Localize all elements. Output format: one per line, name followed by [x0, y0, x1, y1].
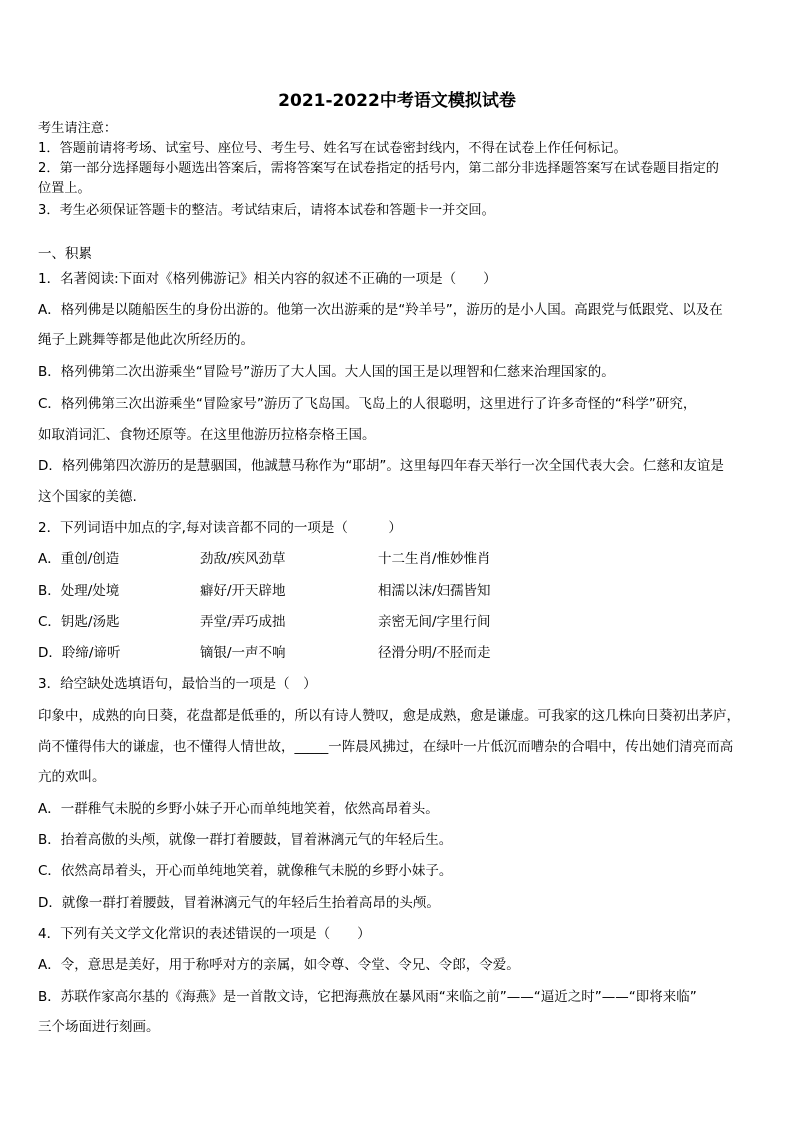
q4-option-a: A．令，意思是美好，用于称呼对方的亲属，如令尊、令堂、令兄、令郎，令爱。 [38, 957, 520, 973]
q2-row-d-pair2: 镝银/一声不响 [200, 645, 286, 661]
q3-option-a: A．一群稚气未脱的乡野小妹子开心而单纯地笑着，依然高昂着头。 [38, 801, 439, 817]
q2-row-a-pair3: 十二生肖/惟妙惟肖 [378, 551, 491, 567]
q2-row-d-label: D．聆缔/谛听 [38, 645, 121, 661]
notice-item-3: 3．考生必须保证答题卡的整洁。考试结束后，请将本试卷和答题卡一并交回。 [38, 203, 495, 218]
page-title: 2021-2022中考语文模拟试卷 [278, 91, 516, 111]
q1-option-a: A．格列佛是以随船医生的身份出游的。他第一次出游乘的是“羚羊号”，游历的是小人国。高跟党与低跟党、以及在 [38, 302, 723, 318]
notice-heading: 考生请注意： [38, 121, 118, 136]
notice-item-2: 2．第一部分选择题每小题选出答案后，需将答案写在试卷指定的括号内，第二部分非选择题答案写在试卷题目指定的 [38, 161, 719, 176]
q2-row-c-pair3: 亲密无间/字里行间 [378, 614, 491, 630]
q4-option-b-cont: 三个场面进行刻画。 [38, 1019, 160, 1035]
q3-stem: 3．给空缺处选填语句，最恰当的一项是（ ） [38, 676, 317, 692]
section-heading: 一、积累 [38, 246, 92, 262]
q1-option-b: B．格列佛第二次出游乘坐“冒险号”游历了大人国。大人国的国王是以理智和仁慈来治理国家的。 [38, 364, 615, 380]
q3-option-b: B．抬着高傲的头颅，就像一群打着腰鼓，冒着淋漓元气的年轻后生。 [38, 832, 453, 848]
q3-passage-line-1: 印象中，成熟的向日葵，花盘都是低垂的，所以有诗人赞叹，愈是成熟，愈是谦虚。可我家的这几株向日葵初出茅庐， [38, 708, 740, 724]
q2-row-c-pair2: 弄堂/弄巧成拙 [200, 614, 286, 630]
q3-option-c: C．依然高昂着头，开心而单纯地笑着，就像稚气未脱的乡野小妹子。 [38, 863, 453, 879]
notice-item-2-cont: 位置上。 [38, 181, 91, 196]
q4-stem: 4．下列有关文学文化常识的表述错误的一项是（ ） [38, 926, 371, 942]
q1-option-c-cont: 如取消词汇、食物还原等。在这里他游历拉格奈格王国。 [38, 427, 376, 443]
q2-row-b-label: B．处理/处境 [38, 583, 120, 599]
q2-row-a-label: A．重创/创造 [38, 551, 120, 567]
q3-passage-line-3: 亢的欢叫。 [38, 769, 106, 785]
q2-row-b-pair3: 相濡以沫/妇孺皆知 [378, 583, 491, 599]
q3-passage-line-2: 尚不懂得伟大的谦虚，也不懂得人情世故，_____一阵晨风拂过，在绿叶一片低沉而嘈杂的合唱中，传出她们清亮而高 [38, 739, 734, 755]
q1-stem: 1．名著阅读:下面对《格列佛游记》相关内容的叙述不正确的一项是（ ） [38, 271, 497, 287]
q1-option-d: D．格列佛第四次游历的是慧骃国，他誠慧马称作为“耶胡”。这里每四年春天举行一次全国代表大会。仁慈和友谊是 [38, 458, 724, 474]
q4-option-b: B．苏联作家高尔基的《海燕》是一首散文诗，它把海燕放在暴风雨“来临之前”——“逼近之时”——“即将来临” [38, 989, 697, 1005]
q3-option-d: D．就像一群打着腰鼓，冒着淋漓元气的年轻后生抬着高昂的头颅。 [38, 895, 440, 911]
q1-option-a-cont: 绳子上跳舞等都是他此次所经历的。 [38, 332, 254, 348]
q1-option-d-cont: 这个国家的美德. [38, 489, 137, 505]
q2-row-a-pair2: 劲敌/疾风劲草 [200, 551, 286, 567]
q2-row-b-pair2: 癖好/开天辟地 [200, 583, 286, 599]
q2-stem: 2．下列词语中加点的字,每对读音都不同的一项是（ ） [38, 520, 402, 536]
q2-row-c-label: C．钥匙/汤匙 [38, 614, 120, 630]
q2-row-d-pair3: 径滑分明/不胫而走 [378, 645, 491, 661]
q1-option-c: C．格列佛第三次出游乘坐“冒险家号”游历了飞岛国。飞岛上的人很聪明，这里进行了许多奇怪的“科学”研究， [38, 396, 697, 412]
notice-item-1: 1．答题前请将考场、试室号、座位号、考生号、姓名写在试卷密封线内，不得在试卷上作任何标记。 [38, 141, 627, 156]
